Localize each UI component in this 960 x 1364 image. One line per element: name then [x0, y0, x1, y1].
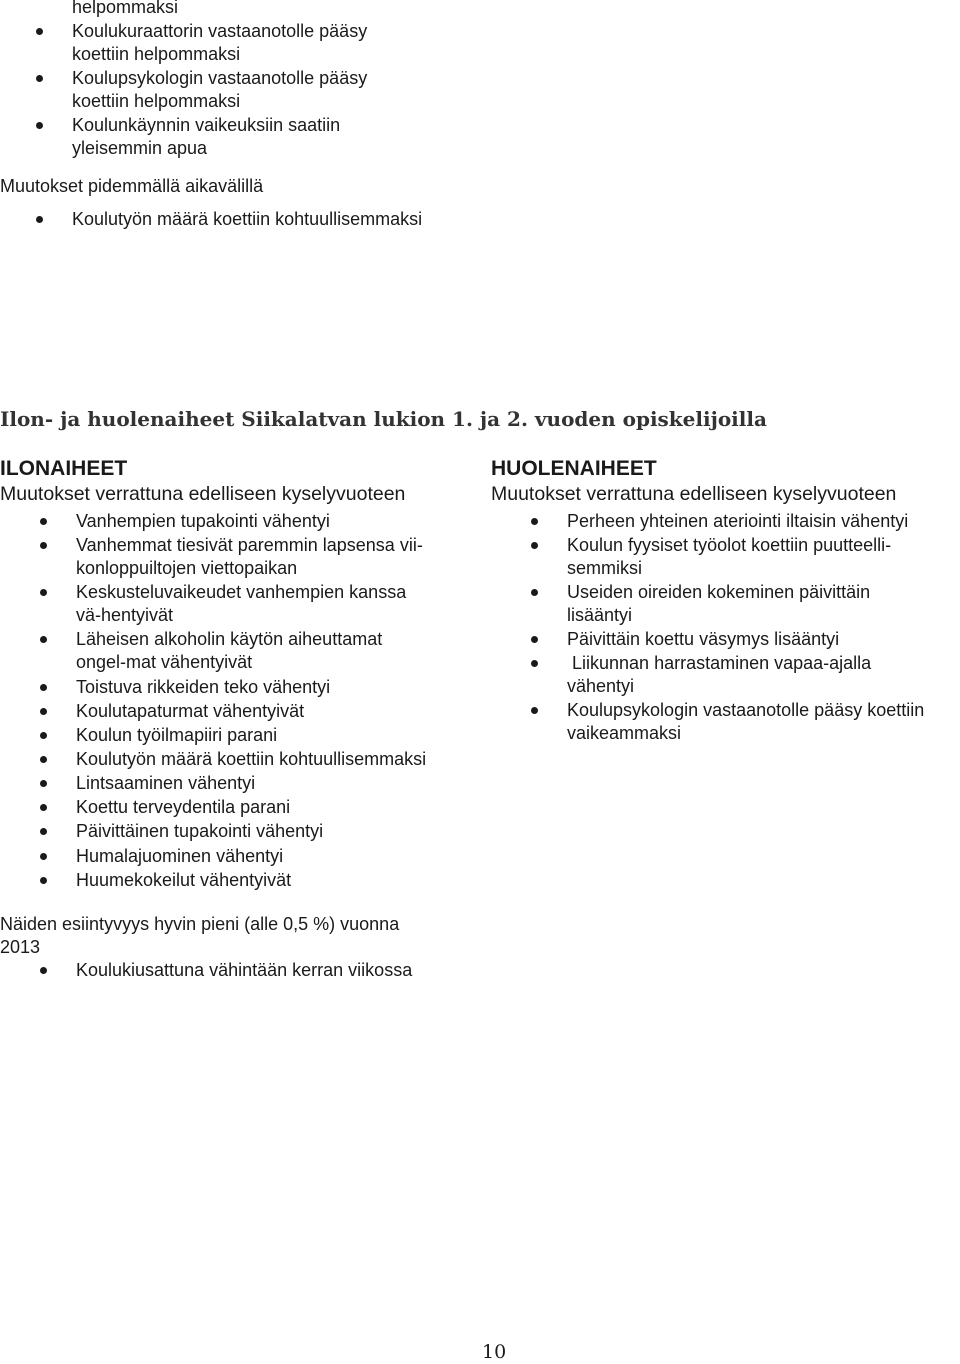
bullet-icon [531, 518, 538, 525]
huolenaiheet-heading: HUOLENAIHEET [491, 457, 657, 480]
huolenaiheet-line: Liikunnan harrastaminen vapaa-ajalla [567, 653, 872, 673]
ilonaiheet-line: Koulutyön määrä koettiin kohtuullisemmaksi [76, 749, 427, 769]
bullet-icon [36, 75, 43, 82]
bullet-icon [40, 684, 47, 691]
huolenaiheet-line: Koulupsykologin vastaanotolle pääsy koettiin [567, 700, 925, 720]
note-item: Koulukiusattuna vähintään kerran viikossa [76, 960, 413, 980]
bullet-icon [40, 804, 47, 811]
top-list-line: helpommaksi [72, 0, 179, 17]
bullet-icon [40, 828, 47, 835]
huolenaiheet-subheading: Muutokset verrattuna edelliseen kyselyvuoteen [491, 483, 897, 505]
ilonaiheet-line: Huumekokeilut vähentyivät [76, 870, 292, 890]
bullet-icon [40, 708, 47, 715]
bullet-icon [40, 732, 47, 739]
huolenaiheet-line: Perheen yhteinen ateriointi iltaisin vähentyi [567, 511, 909, 531]
section-title: Ilon- ja huolenaiheet Siikalatvan lukion 1. ja 2. vuoden opiskelijoilla [0, 407, 767, 431]
ilonaiheet-line: Läheisen alkoholin käytön aiheuttamat [76, 629, 383, 649]
bullet-icon [40, 853, 47, 860]
ilonaiheet-line: Koulun työilmapiiri parani [76, 725, 278, 745]
huolenaiheet-line: vaikeammaksi [567, 723, 682, 743]
ilonaiheet-line: Päivittäinen tupakointi vähentyi [76, 821, 324, 841]
ilonaiheet-line: Lintsaaminen vähentyi [76, 773, 256, 793]
ilonaiheet-line: ongel-mat vähentyivät [76, 652, 253, 672]
bullet-icon [40, 589, 47, 596]
note-line: 2013 [0, 937, 41, 957]
huolenaiheet-line: Useiden oireiden kokeminen päivittäin [567, 582, 871, 602]
top-list-line: yleisemmin apua [72, 138, 208, 158]
ilonaiheet-line: Koulutapaturmat vähentyivät [76, 701, 305, 721]
bullet-icon [40, 636, 47, 643]
bullet-icon [36, 122, 43, 129]
top-list-line: Koulukuraattorin vastaanotolle pääsy [72, 21, 368, 41]
top-list-line: Koulunkäynnin vaikeuksiin saatiin [72, 115, 341, 135]
bullet-icon [531, 660, 538, 667]
top-list-line: Koulupsykologin vastaanotolle pääsy [72, 68, 368, 88]
longterm-item: Koulutyön määrä koettiin kohtuullisemmaksi [72, 209, 423, 229]
ilonaiheet-heading: ILONAIHEET [0, 457, 128, 480]
top-list-line: koettiin helpommaksi [72, 91, 241, 111]
bullet-icon [36, 216, 43, 223]
bullet-icon [531, 707, 538, 714]
top-list-line: koettiin helpommaksi [72, 44, 241, 64]
huolenaiheet-line: Päivittäin koettu väsymys lisääntyi [567, 629, 840, 649]
bullet-icon [40, 518, 47, 525]
bullet-icon [36, 28, 43, 35]
ilonaiheet-line: Humalajuominen vähentyi [76, 846, 284, 866]
huolenaiheet-line: semmiksi [567, 558, 642, 578]
ilonaiheet-line: Toistuva rikkeiden teko vähentyi [76, 677, 331, 697]
bullet-icon [40, 780, 47, 787]
bullet-icon [531, 542, 538, 549]
bullet-icon [40, 877, 47, 884]
longterm-heading: Muutokset pidemmällä aikavälillä [0, 176, 264, 196]
ilonaiheet-line: Vanhempien tupakointi vähentyi [76, 511, 330, 531]
ilonaiheet-line: konloppuiltojen viettopaikan [76, 558, 298, 578]
huolenaiheet-line: Koulun fyysiset työolot koettiin puutteelli- [567, 535, 892, 555]
ilonaiheet-line: Koettu terveydentila parani [76, 797, 291, 817]
page-number: 10 [482, 1341, 507, 1363]
huolenaiheet-line: lisääntyi [567, 605, 633, 625]
ilonaiheet-subheading: Muutokset verrattuna edelliseen kyselyvuoteen [0, 483, 406, 505]
note-line: Näiden esiintyvyys hyvin pieni (alle 0,5 %) vuonna [0, 914, 400, 934]
huolenaiheet-line: vähentyi [567, 676, 635, 696]
ilonaiheet-line: Keskusteluvaikeudet vanhempien kanssa [76, 582, 407, 602]
bullet-icon [40, 542, 47, 549]
ilonaiheet-line: vä-hentyivät [76, 605, 174, 625]
bullet-icon [40, 756, 47, 763]
ilonaiheet-line: Vanhemmat tiesivät paremmin lapsensa vii- [76, 535, 423, 555]
bullet-icon [40, 967, 47, 974]
bullet-icon [531, 589, 538, 596]
bullet-icon [531, 636, 538, 643]
